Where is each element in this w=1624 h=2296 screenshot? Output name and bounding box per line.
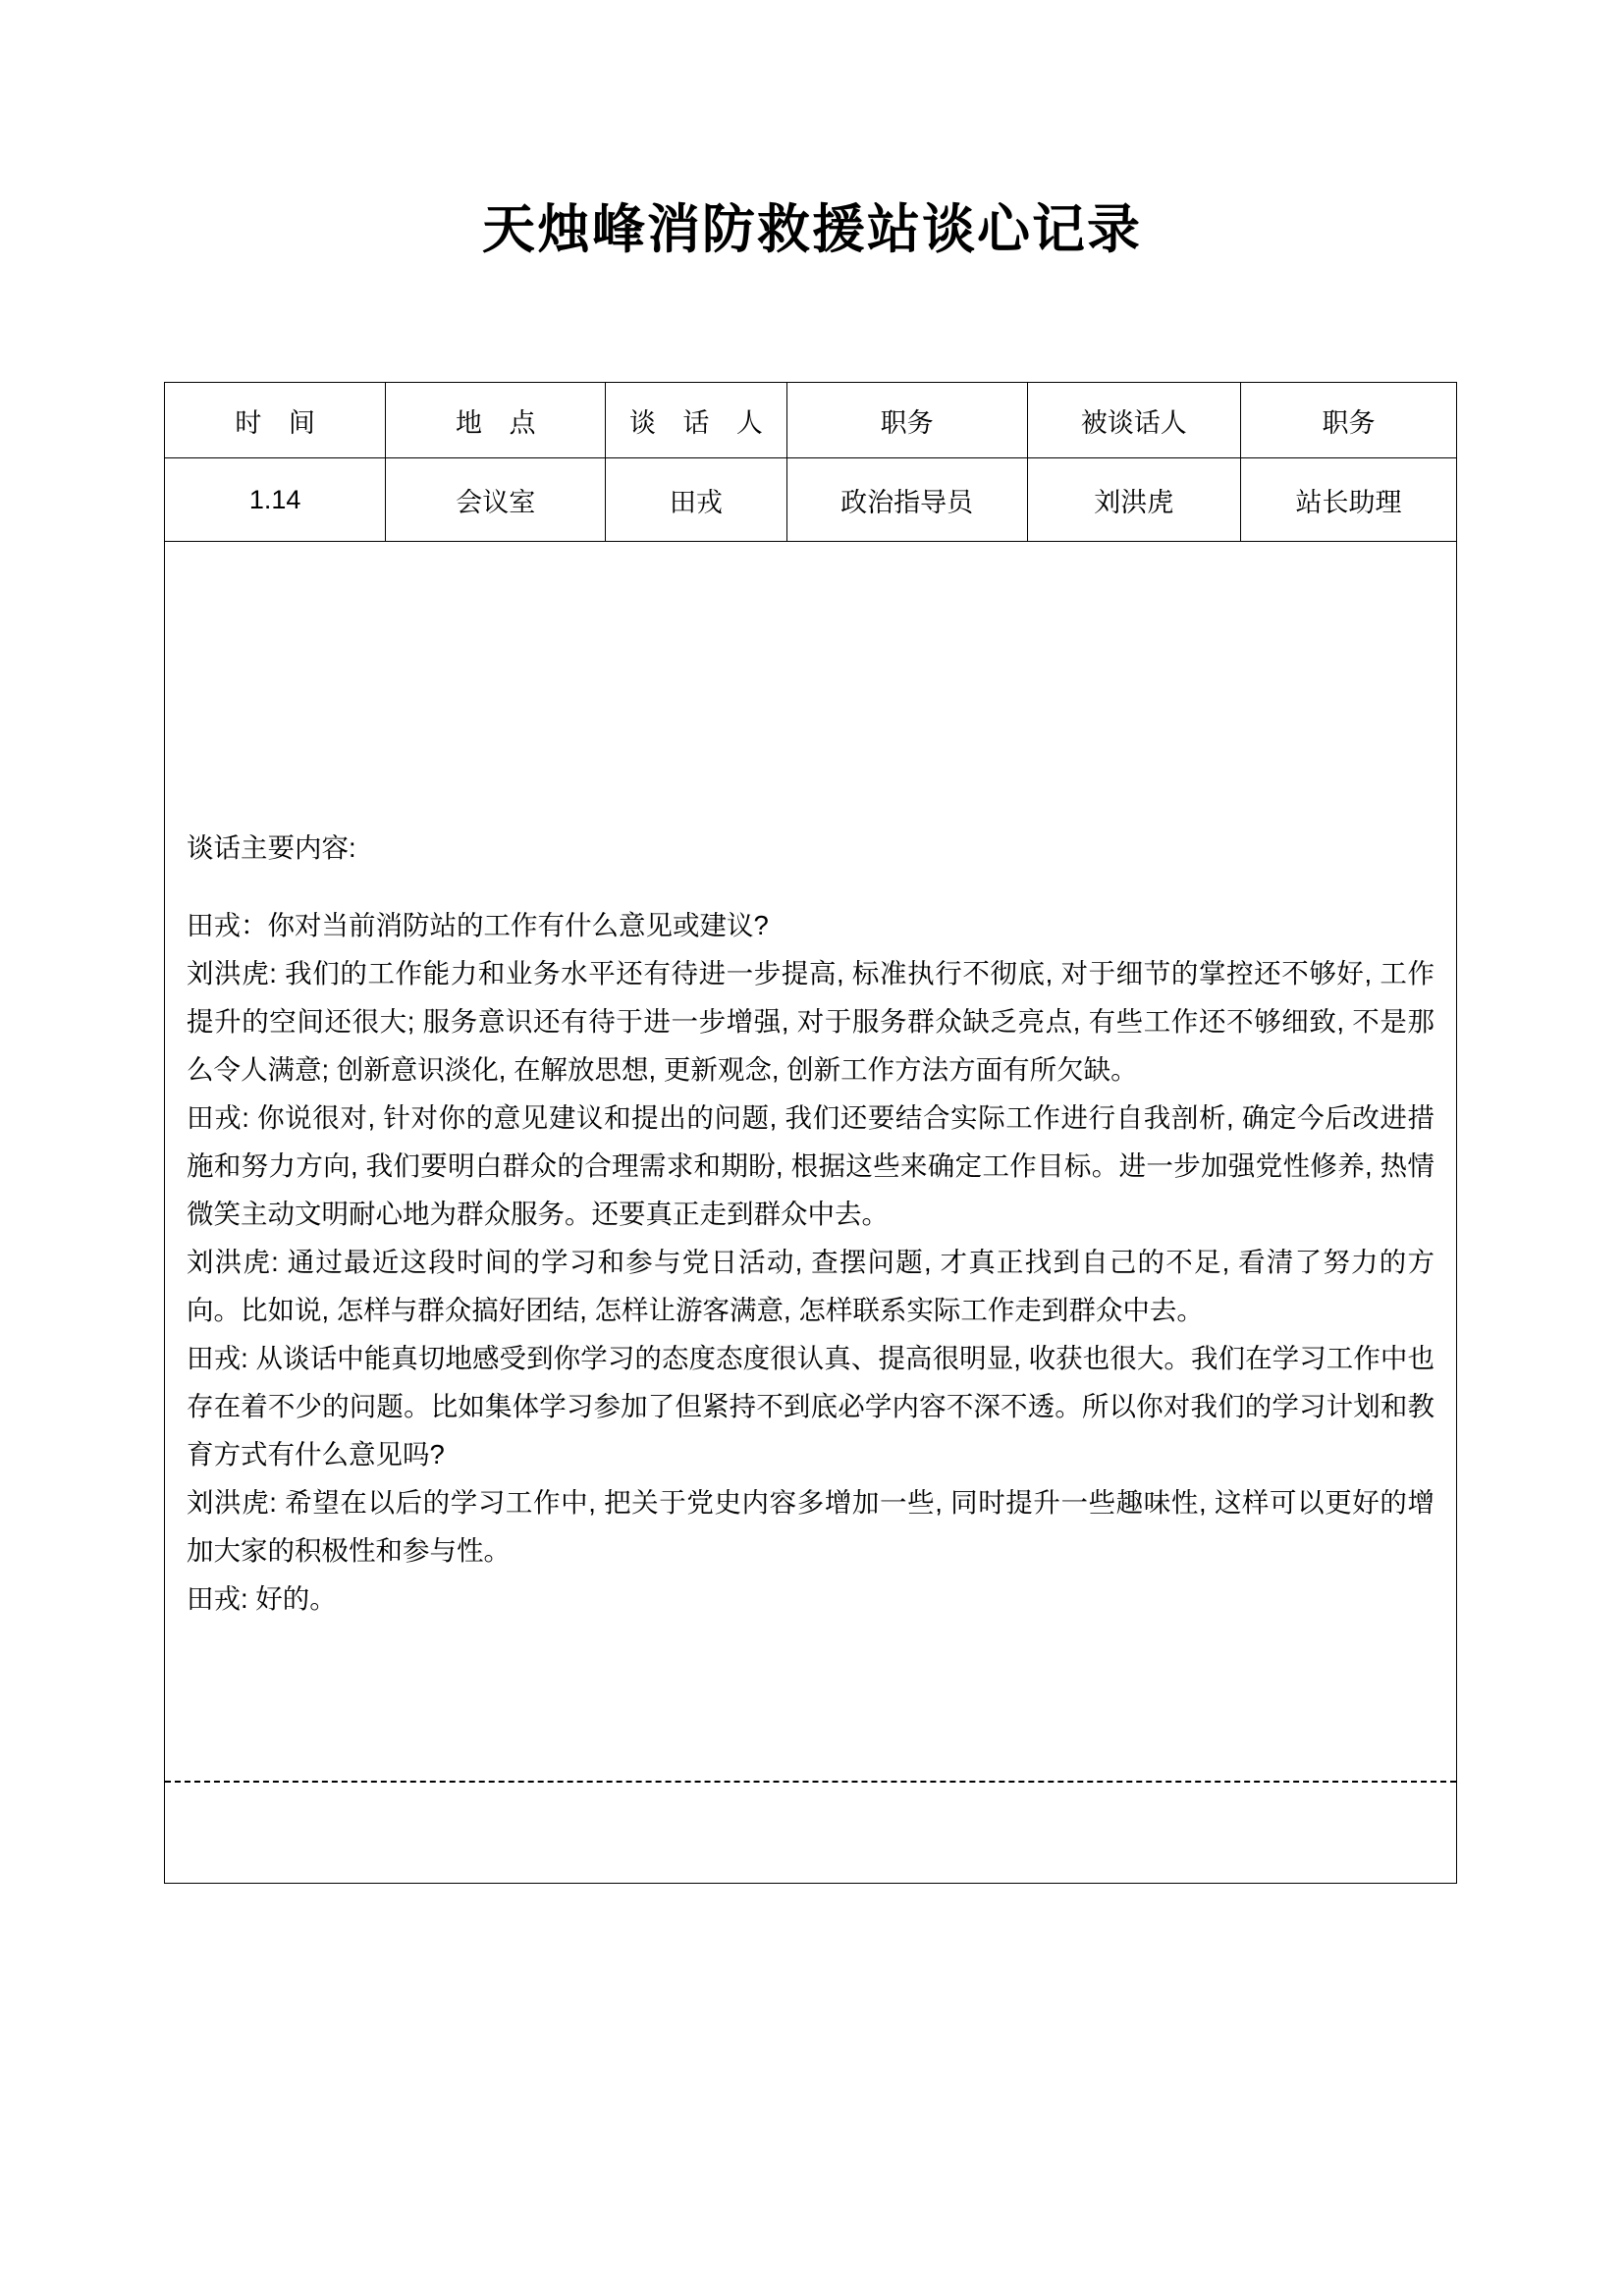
conversation-paragraph: 刘洪虎: 希望在以后的学习工作中, 把关于党史内容多增加一些, 同时提升一些趣味性, 这样可以更好的增加大家的积极性和参与性。 — [187, 1487, 1435, 1566]
header-label-time: 时 间 — [235, 407, 325, 438]
header-label-listener-title: 职务 — [1322, 407, 1376, 438]
header-label-listener: 被谈话人 — [1080, 407, 1187, 438]
table-value-row — [165, 458, 1457, 542]
header-cell-speaker-title — [786, 383, 1027, 458]
header-cell-listener-title — [1240, 383, 1456, 458]
page-title: 天烛峰消防救援站谈心记录 — [482, 200, 1142, 259]
conversation-paragraph: 田戎: 从谈话中能真切地感受到你学习的态度态度很认真、提高很明显, 收获也很大。我们在学习工作中也存在着不少的问题。比如集体学习参加了但紧持不到底必学内容不深不透。所以你对我们的学习计划和教育方式有什么意见吗? — [187, 1343, 1435, 1469]
conversation-label: 谈话主要内容: — [187, 832, 356, 863]
conversation-content — [165, 802, 1456, 1623]
value-cell-speaker: 田戎 — [606, 458, 786, 542]
header-cell-speaker — [606, 383, 786, 458]
header-label-speaker: 谈 话 人 — [628, 407, 773, 438]
talk-record-table — [164, 382, 1457, 1884]
conversation-paragraph: 田戎：你对当前消防站的工作有什么意见或建议? — [187, 910, 769, 940]
header-cell-listener — [1027, 383, 1240, 458]
header-label-place: 地 点 — [455, 407, 546, 438]
conversation-content-cell — [165, 542, 1457, 1884]
table-body-row — [165, 542, 1457, 1884]
value-cell-speaker-title: 政治指导员 — [786, 458, 1027, 542]
dashed-separator-line — [165, 1781, 1456, 1783]
header-cell-place — [386, 383, 606, 458]
header-label-speaker-title: 职务 — [880, 407, 934, 438]
value-cell-listener: 刘洪虎 — [1027, 458, 1240, 542]
header-cell-time — [165, 383, 386, 458]
value-cell-listener-title: 站长助理 — [1240, 458, 1456, 542]
value-cell-time: 1.14 — [165, 458, 386, 542]
conversation-paragraph: 刘洪虎: 我们的工作能力和业务水平还有待进一步提高, 标准执行不彻底, 对于细节的掌控还不够好, 工作提升的空间还很大; 服务意识还有待于进一步增强, 对于服务群众缺乏亮点, 有些工作还不够细致, 不是那么令人满意; 创新意识淡化, 在解放思想, 更新观念, 创新工作方法方面有所欠缺。 — [187, 958, 1435, 1085]
value-cell-place: 会议室 — [386, 458, 606, 542]
conversation-paragraph: 刘洪虎: 通过最近这段时间的学习和参与党日活动, 查摆问题, 才真正找到自己的不足, 看清了努力的方向。比如说, 怎样与群众搞好团结, 怎样让游客满意, 怎样联系实际工作走到群众中去。 — [187, 1247, 1435, 1325]
conversation-paragraph: 田戎: 好的。 — [187, 1583, 337, 1614]
table-header-row — [165, 383, 1457, 458]
conversation-paragraph: 田戎: 你说很对, 针对你的意见建议和提出的问题, 我们还要结合实际工作进行自我剖析, 确定今后改进措施和努力方向, 我们要明白群众的合理需求和期盼, 根据这些来确定工作目标。进一步加强党性修养, 热情微笑主动文明耐心地为群众服务。还要真正走到群众中去。 — [187, 1102, 1435, 1229]
